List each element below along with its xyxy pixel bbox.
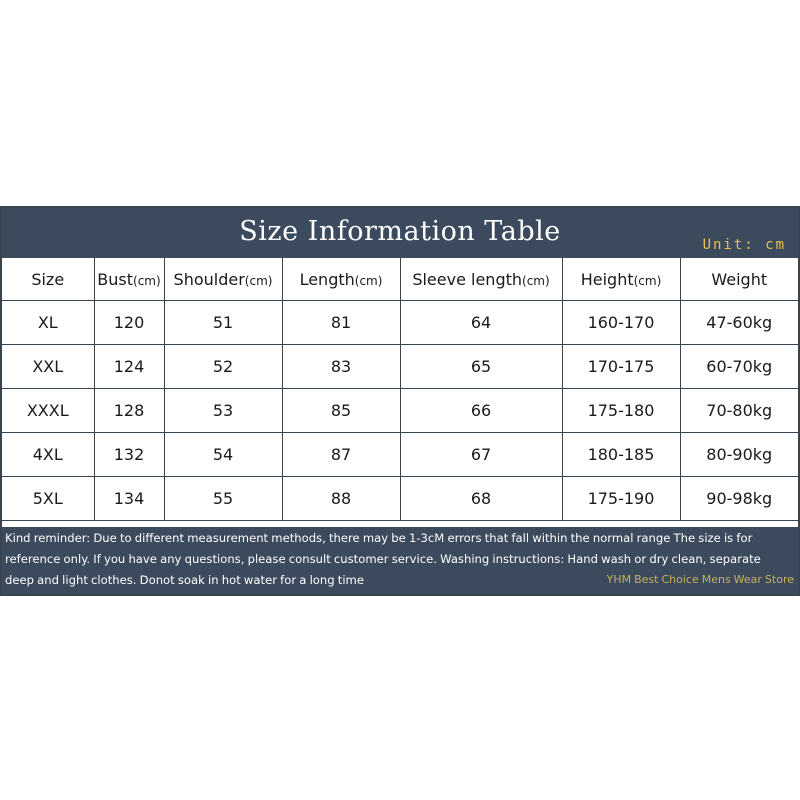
column-header-height: Height(cm)	[562, 258, 680, 301]
cell-height: 160-170	[562, 301, 680, 345]
note-line: deep and light clothes. Donot soak in hot water for a long time	[5, 573, 364, 587]
cell-bust: 132	[94, 433, 164, 477]
cell-size: 5XL	[2, 477, 94, 521]
column-header-size: Size	[2, 258, 94, 301]
cell-weight: 47-60kg	[680, 301, 798, 345]
cell-bust: 120	[94, 301, 164, 345]
cell-size: XXXL	[2, 389, 94, 433]
table-row	[2, 477, 798, 521]
table-row	[2, 433, 798, 477]
table-row	[2, 345, 798, 389]
cell-size: 4XL	[2, 433, 94, 477]
cell-weight: 90-98kg	[680, 477, 798, 521]
size-chart	[0, 206, 800, 596]
cell-shoulder: 54	[164, 433, 282, 477]
cell-shoulder: 53	[164, 389, 282, 433]
cell-length: 88	[282, 477, 400, 521]
cell-bust: 134	[94, 477, 164, 521]
note-line: Kind reminder: Due to different measurement methods, there may be 1-3cM errors that fall within the normal range The size is for	[5, 531, 753, 545]
cell-weight: 80-90kg	[680, 433, 798, 477]
cell-bust: 128	[94, 389, 164, 433]
cell-size: XL	[2, 301, 94, 345]
cell-shoulder: 52	[164, 345, 282, 389]
column-header-sleeve-length: Sleeve length(cm)	[400, 258, 562, 301]
size-table	[2, 258, 798, 521]
cell-shoulder: 51	[164, 301, 282, 345]
column-header-shoulder: Shoulder(cm)	[164, 258, 282, 301]
cell-weight: 60-70kg	[680, 345, 798, 389]
cell-sleeve-length: 64	[400, 301, 562, 345]
cell-sleeve-length: 68	[400, 477, 562, 521]
cell-bust: 124	[94, 345, 164, 389]
cell-sleeve-length: 66	[400, 389, 562, 433]
table-row	[2, 389, 798, 433]
cell-sleeve-length: 67	[400, 433, 562, 477]
kind-reminder-notes	[2, 527, 798, 594]
cell-sleeve-length: 65	[400, 345, 562, 389]
cell-length: 87	[282, 433, 400, 477]
cell-height: 175-180	[562, 389, 680, 433]
cell-length: 83	[282, 345, 400, 389]
cell-size: XXL	[2, 345, 94, 389]
header-row	[2, 258, 798, 301]
table-header-bar	[2, 208, 798, 258]
cell-height: 170-175	[562, 345, 680, 389]
column-header-length: Length(cm)	[282, 258, 400, 301]
unit-label: Unit: cm	[702, 237, 786, 253]
cell-weight: 70-80kg	[680, 389, 798, 433]
column-header-weight: Weight	[680, 258, 798, 301]
cell-height: 180-185	[562, 433, 680, 477]
note-line: reference only. If you have any questions, please consult customer service. Washing instructions: Hand wash or dry clean, separate	[5, 552, 761, 566]
table-title: Size Information Table	[239, 216, 561, 247]
cell-shoulder: 55	[164, 477, 282, 521]
column-header-bust: Bust(cm)	[94, 258, 164, 301]
store-watermark: YHM Best Choice Mens Wear Store	[606, 573, 794, 586]
table-row	[2, 301, 798, 345]
cell-length: 81	[282, 301, 400, 345]
cell-height: 175-190	[562, 477, 680, 521]
cell-length: 85	[282, 389, 400, 433]
